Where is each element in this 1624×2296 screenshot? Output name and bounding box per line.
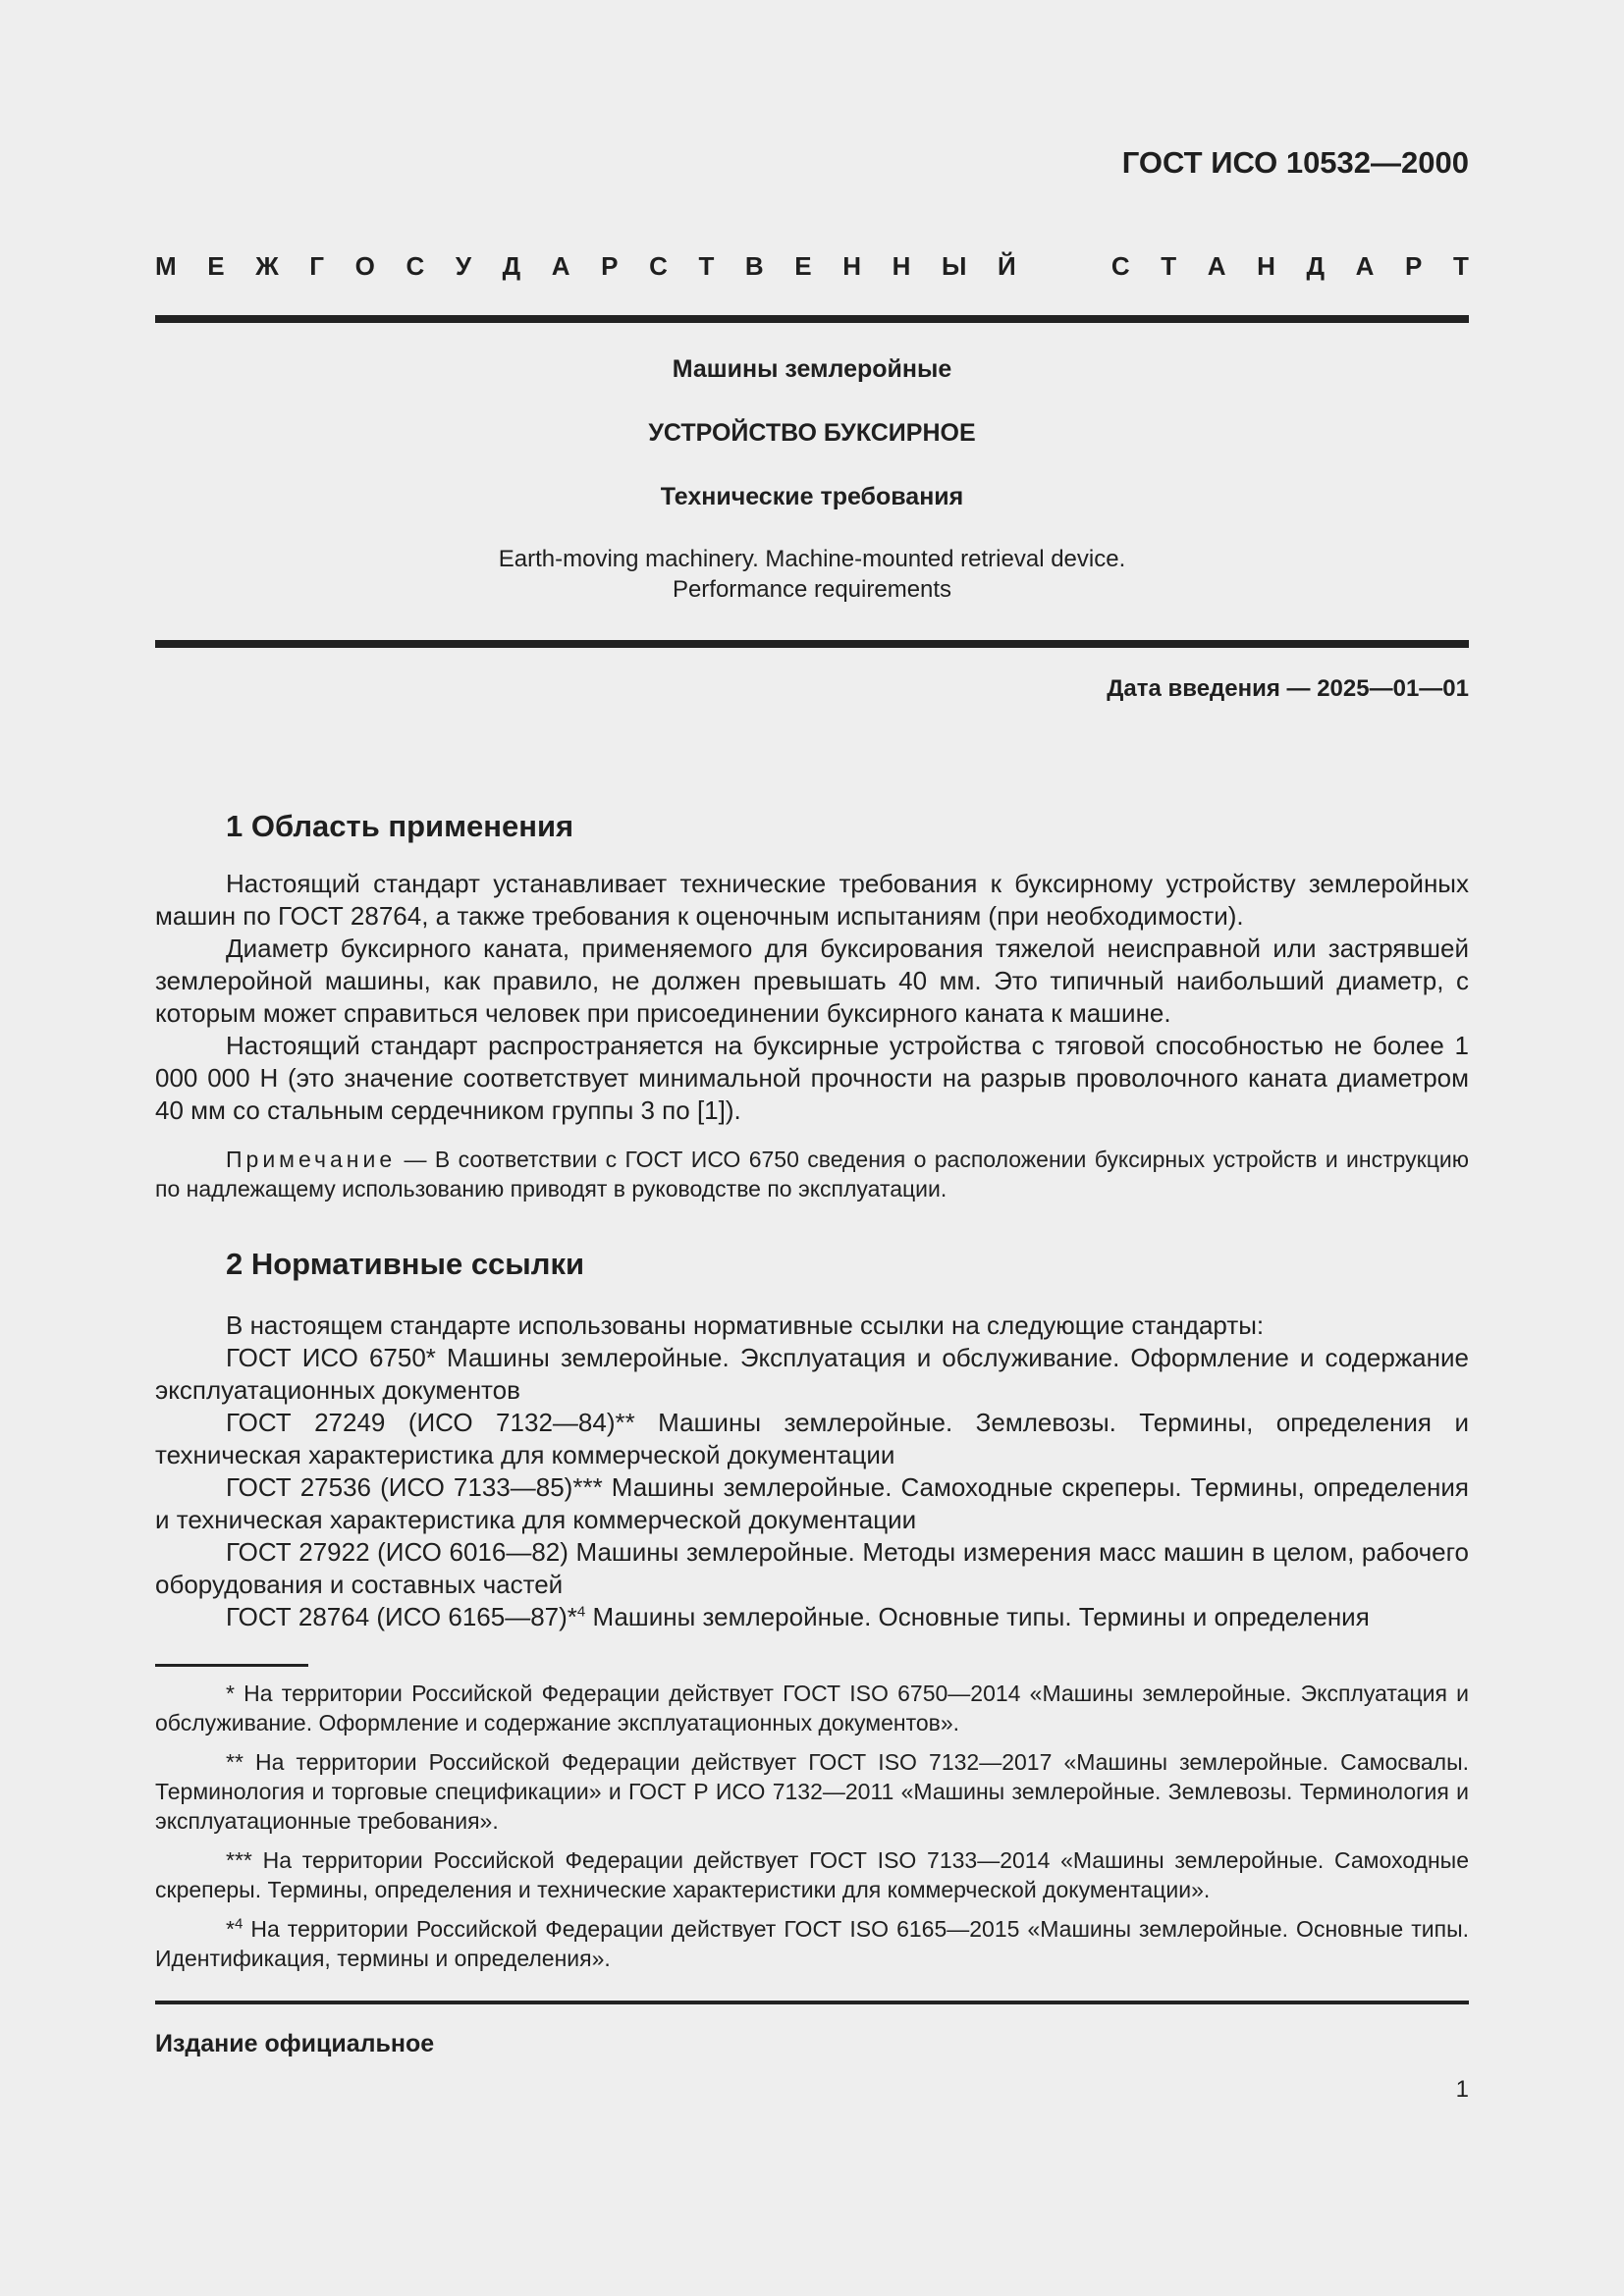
reference-item bbox=[155, 1601, 1469, 1633]
banner-letter: А bbox=[1207, 251, 1226, 281]
banner-letter: О bbox=[354, 251, 375, 281]
reference-item: ГОСТ 27922 (ИСО 6016—82) Машины землеройные. Методы измерения масс машин в целом, рабочего оборудования и составных частей bbox=[155, 1537, 1469, 1599]
english-title-line-2: Performance requirements bbox=[672, 576, 952, 603]
banner-letter: С bbox=[406, 251, 425, 281]
section-1-paragraph: Настоящий стандарт устанавливает технические требования к буксирному устройству землеройных машин по ГОСТ 28764, а также требования к оценочным испытаниям (при необходимости). bbox=[155, 869, 1469, 931]
title-divider bbox=[155, 640, 1469, 648]
banner-letter: Г bbox=[309, 251, 325, 281]
bottom-divider bbox=[155, 2001, 1469, 2004]
reference-item: ГОСТ 27536 (ИСО 7133—85)*** Машины землеройные. Самоходные скреперы. Термины, определения и техническая характеристика для коммерческой документации bbox=[155, 1472, 1469, 1534]
section-1-paragraph: Настоящий стандарт распространяется на буксирные устройства с тяговой способностью не более 1 000 000 Н (это значение соответствует минимальной прочности на разрыв проволочного каната диаметром 40 мм со стальным сердечником группы 3 по [1]). bbox=[155, 1031, 1469, 1125]
footnote-mark: * bbox=[226, 1916, 235, 1942]
reference-item: ГОСТ 27249 (ИСО 7132—84)** Машины землеройные. Землевозы. Термины, определения и техническая характеристика для коммерческой документации bbox=[155, 1408, 1469, 1469]
banner-letter: Н bbox=[1257, 251, 1275, 281]
english-title-line-1: Earth-moving machinery. Machine-mounted retrieval device. bbox=[498, 546, 1126, 572]
footnote bbox=[155, 1914, 1469, 1973]
banner-letter: М bbox=[155, 251, 177, 281]
banner-letter: Т bbox=[1452, 251, 1469, 281]
document-page bbox=[155, 0, 1469, 2296]
footnote-text: На территории Российской Федерации действует ГОСТ ISO 6165—2015 «Машины землеройные. Основные типы. Идентификация, термины и определения». bbox=[155, 1916, 1469, 1971]
title-sub: Технические требования bbox=[660, 483, 964, 510]
interstate-standard-banner bbox=[155, 251, 1469, 282]
english-title bbox=[155, 544, 1469, 605]
title-group: Машины землеройные bbox=[672, 355, 952, 383]
note-text: — В соответствии с ГОСТ ИСО 6750 сведения о расположении буксирных устройств и инструкцию по надлежащему использованию приводят в руководстве по эксплуатации. bbox=[155, 1147, 1469, 1201]
section-1-heading: 1 Область применения bbox=[226, 809, 574, 843]
banner-letter: Й bbox=[998, 251, 1016, 281]
edition-label: Издание официальное bbox=[155, 2030, 435, 2057]
footnote-mark-sup: 4 bbox=[234, 1915, 244, 1933]
banner-letter: У bbox=[455, 251, 472, 281]
banner-letter: Д bbox=[502, 251, 521, 281]
section-1-body bbox=[155, 868, 1469, 1127]
banner-letter: В bbox=[744, 251, 764, 281]
banner-word-gap bbox=[1047, 251, 1080, 282]
page-number: 1 bbox=[1455, 2076, 1469, 2103]
banner-letter: С bbox=[649, 251, 668, 281]
section-1-note bbox=[155, 1145, 1469, 1203]
footnote: * На территории Российской Федерации действует ГОСТ ISO 6750—2014 «Машины землеройные. Эксплуатация и обслуживание. Оформление и содержание эксплуатационных документов». bbox=[155, 1681, 1469, 1735]
banner-letter: Н bbox=[842, 251, 862, 281]
footnotes bbox=[155, 1679, 1469, 1983]
section-1-paragraph: Диаметр буксирного каната, применяемого для буксирования тяжелой неисправной или застрявшей землеройной машины, как правило, не должен превышать 40 мм. Это типичный наибольший диаметр, с которым может справиться человек при присоединении буксирного каната к машине. bbox=[155, 934, 1469, 1028]
banner-letter: Д bbox=[1306, 251, 1326, 281]
banner-letter: А bbox=[551, 251, 570, 281]
banner-letter: С bbox=[1110, 251, 1130, 281]
reference-item: ГОСТ ИСО 6750* Машины землеройные. Эксплуатация и обслуживание. Оформление и содержание эксплуатационных документов bbox=[155, 1343, 1469, 1405]
reference-footnote-mark: 4 bbox=[576, 1603, 586, 1621]
section-2-heading: 2 Нормативные ссылки bbox=[226, 1247, 585, 1281]
banner-letter: А bbox=[1355, 251, 1375, 281]
note-label: Примечание bbox=[226, 1147, 397, 1172]
reference-code: ГОСТ 28764 (ИСО 6165—87)* bbox=[226, 1602, 577, 1631]
title-main: УСТРОЙСТВО БУКСИРНОЕ bbox=[648, 419, 976, 447]
section-2-body bbox=[155, 1309, 1469, 1633]
footnote: *** На территории Российской Федерации действует ГОСТ ISO 7133—2014 «Машины землеройные. Самоходные скреперы. Термины, определения и технические характеристики для коммерческой документации». bbox=[155, 1847, 1469, 1902]
banner-letter: Е bbox=[207, 251, 225, 281]
banner-letter: Ж bbox=[255, 251, 279, 281]
banner-letter: Ы bbox=[941, 251, 967, 281]
banner-letter: Н bbox=[892, 251, 911, 281]
banner-letter: Т bbox=[698, 251, 715, 281]
banner-letter: Р bbox=[1405, 251, 1423, 281]
introduction-date: Дата введения — 2025—01—01 bbox=[1107, 675, 1469, 702]
footnote-separator bbox=[155, 1664, 308, 1667]
reference-title: Машины землеройные. Основные типы. Термины и определения bbox=[585, 1602, 1370, 1631]
banner-letter: Т bbox=[1161, 251, 1177, 281]
top-divider bbox=[155, 315, 1469, 323]
footnote: ** На территории Российской Федерации действует ГОСТ ISO 7132—2017 «Машины землеройные. Самосвалы. Терминология и торговые спецификации» и ГОСТ Р ИСО 7132—2011 «Машины землеройные. Землевозы. Терминология и эксплуатационные требования». bbox=[155, 1749, 1469, 1834]
banner-letter: Р bbox=[601, 251, 619, 281]
document-code: ГОСТ ИСО 10532—2000 bbox=[1121, 145, 1469, 180]
section-2-intro: В настоящем стандарте использованы нормативные ссылки на следующие стандарты: bbox=[226, 1310, 1265, 1340]
banner-letter: Е bbox=[794, 251, 812, 281]
